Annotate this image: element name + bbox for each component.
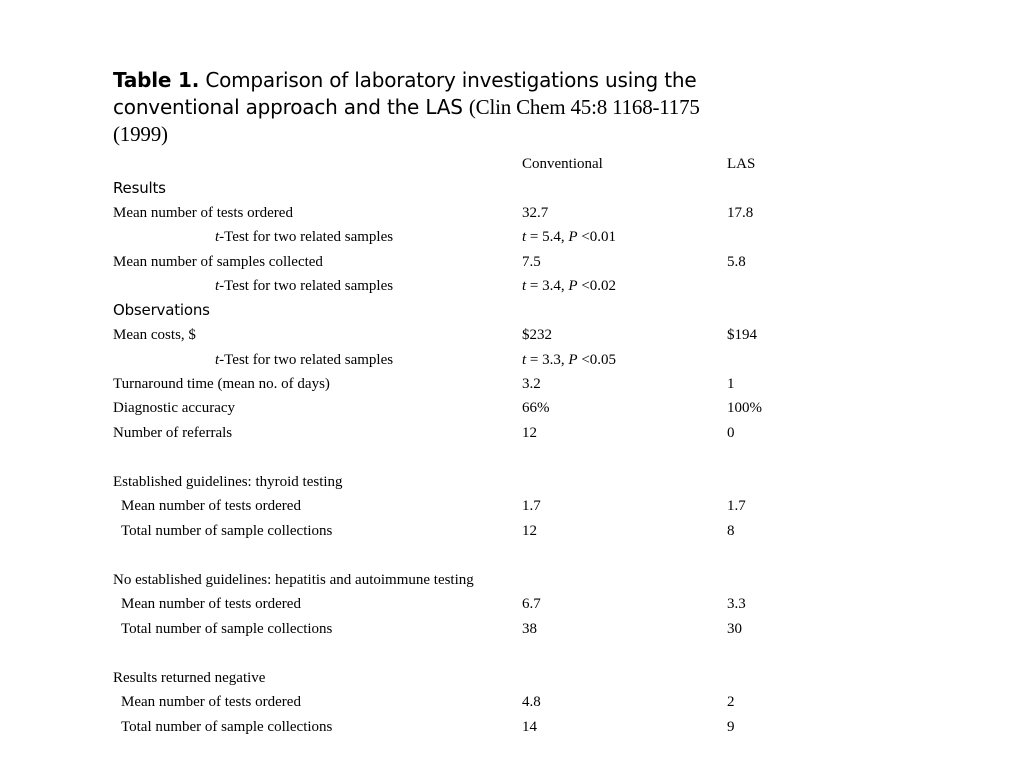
row-label: Turnaround time (mean no. of days) — [113, 376, 330, 392]
stat-label: t-Test for two related samples — [215, 278, 394, 294]
table-row — [0, 396, 1024, 420]
section-observations — [0, 298, 1024, 322]
stat-row — [0, 348, 1024, 372]
row-label: Mean number of tests ordered — [121, 596, 301, 612]
table-row — [0, 421, 1024, 445]
cell-las: 2 — [727, 694, 735, 710]
row-label: Total number of sample collections — [121, 621, 333, 637]
stat-value: t = 3.4, P <0.02 — [522, 278, 617, 294]
cell-las: 100% — [727, 400, 762, 416]
cell-las: 5.8 — [727, 254, 746, 270]
cell-conventional: $232 — [522, 327, 552, 343]
section-heading: Results — [113, 179, 166, 197]
group-heading-negative — [0, 666, 1024, 690]
stat-label: t-Test for two related samples — [215, 229, 394, 245]
stat-row — [0, 274, 1024, 298]
cell-las: 8 — [727, 523, 735, 539]
row-label: Mean number of tests ordered — [121, 498, 301, 514]
group-heading-hepatitis — [0, 568, 1024, 592]
row-label: Mean number of tests ordered — [113, 205, 293, 221]
cell-conventional: 1.7 — [522, 498, 541, 514]
row-label: Total number of sample collections — [121, 719, 333, 735]
row-label: Mean number of samples collected — [113, 254, 323, 270]
cell-las: 9 — [727, 719, 735, 735]
section-results — [0, 176, 1024, 200]
cell-conventional: 7.5 — [522, 254, 541, 270]
table-citation: (Clin Chem 45:8 1168-1175 (1999) — [113, 95, 700, 146]
table-row — [0, 250, 1024, 274]
table-row — [0, 617, 1024, 641]
cell-las: 1.7 — [727, 498, 746, 514]
cell-las: 1 — [727, 376, 735, 392]
stat-value: t = 3.3, P <0.05 — [522, 352, 617, 368]
group-heading: No established guidelines: hepatitis and autoimmune testing — [113, 572, 474, 588]
cell-las: 17.8 — [727, 205, 754, 221]
table-title-label: Table 1. — [113, 68, 200, 92]
group-heading: Established guidelines: thyroid testing — [113, 474, 343, 490]
column-header-conventional: Conventional — [522, 156, 603, 172]
cell-conventional: 6.7 — [522, 596, 541, 612]
table-row — [0, 372, 1024, 396]
cell-conventional: 66% — [522, 400, 550, 416]
table-row — [0, 715, 1024, 739]
group-heading-thyroid — [0, 470, 1024, 494]
table-row — [0, 494, 1024, 518]
stat-row — [0, 225, 1024, 249]
group-heading: Results returned negative — [113, 670, 266, 686]
stat-value: t = 5.4, P <0.01 — [522, 229, 617, 245]
table-row — [0, 323, 1024, 347]
row-label: Mean number of tests ordered — [121, 694, 301, 710]
cell-conventional: 38 — [522, 621, 537, 637]
row-label: Total number of sample collections — [121, 523, 333, 539]
cell-las: 30 — [727, 621, 742, 637]
table-row — [0, 519, 1024, 543]
table-header-row — [0, 152, 1024, 176]
row-label: Number of referrals — [113, 425, 233, 441]
stat-label: t-Test for two related samples — [215, 352, 394, 368]
row-label: Diagnostic accuracy — [113, 400, 236, 416]
cell-conventional: 3.2 — [522, 376, 541, 392]
table-row — [0, 592, 1024, 616]
cell-conventional: 4.8 — [522, 694, 541, 710]
cell-conventional: 12 — [522, 523, 537, 539]
table-title-text: Comparison of laboratory investigations using the conventional approach and the LAS — [113, 68, 697, 119]
cell-conventional: 14 — [522, 719, 537, 735]
cell-las: 3.3 — [727, 596, 746, 612]
cell-las: $194 — [727, 327, 757, 343]
section-heading: Observations — [113, 301, 210, 319]
table-row — [0, 201, 1024, 225]
cell-conventional: 32.7 — [522, 205, 549, 221]
cell-conventional: 12 — [522, 425, 537, 441]
cell-las: 0 — [727, 425, 735, 441]
column-header-las: LAS — [727, 156, 756, 172]
row-label: Mean costs, $ — [113, 327, 196, 343]
table-row — [0, 690, 1024, 714]
